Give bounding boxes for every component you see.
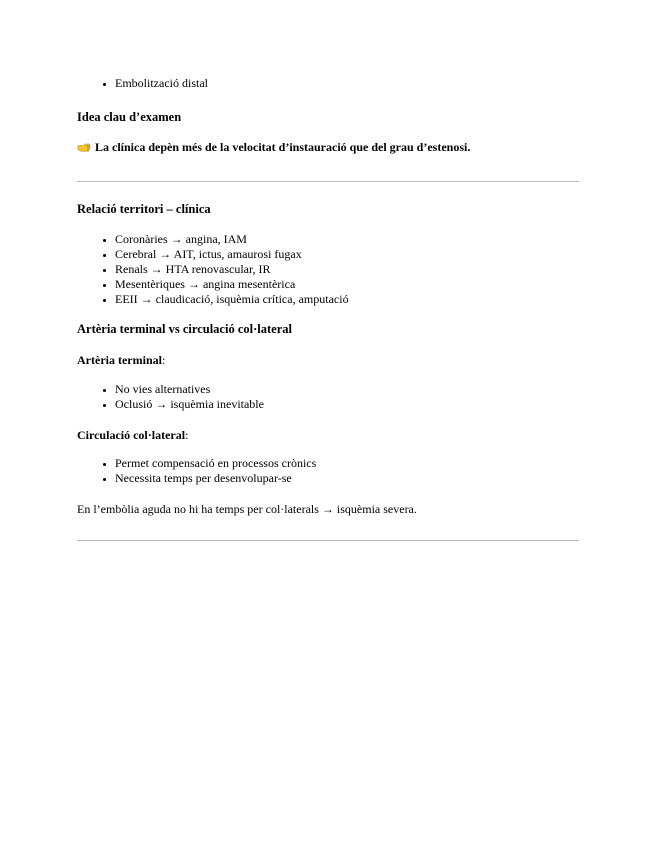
key-idea-text: La clínica depèn més de la velocitat d’instauració que del grau d’estenosi. (95, 140, 471, 154)
collateral-label: Circulació col·lateral (77, 428, 186, 442)
top-list (77, 76, 579, 91)
pointing-hand-icon (77, 142, 91, 152)
list-item: • Necessita temps per desenvolupar-se (115, 471, 579, 486)
terminal-list (77, 382, 579, 412)
terminal-label: Artèria terminal (77, 353, 162, 367)
divider (77, 181, 579, 182)
list-item: • Mesentèriques → angina mesentèrica (115, 277, 579, 292)
list-item: • Oclusió → isquèmia inevitable (115, 397, 579, 412)
exam-heading: Idea clau d’examen (77, 110, 182, 124)
list-item: • Renals → HTA renovascular, IR (115, 262, 579, 277)
list-item: • Embolització distal (115, 76, 579, 91)
terminal-label-line (77, 352, 165, 368)
key-idea (77, 139, 470, 155)
list-item: • Coronàries → angina, IAM (115, 232, 579, 247)
territory-list (77, 232, 579, 307)
conclusion-text: En l’embòlia aguda no hi ha temps per col·laterals → isquèmia severa. (77, 502, 417, 516)
divider (77, 540, 579, 541)
terminal-collateral-heading: Artèria terminal vs circulació col·lateral (77, 322, 292, 336)
list-item: • Cerebral → AIT, ictus, amaurosi fugax (115, 247, 579, 262)
collateral-label-line (77, 427, 188, 443)
territory-heading: Relació territori – clínica (77, 202, 211, 216)
colon: : (161, 353, 166, 367)
list-item: • EEII → claudicació, isquèmia crítica, amputació (115, 292, 579, 307)
colon: : (185, 428, 189, 442)
list-item: • No vies alternatives (115, 382, 579, 397)
collateral-list (77, 456, 579, 486)
list-item: • Permet compensació en processos crònics (115, 456, 579, 471)
